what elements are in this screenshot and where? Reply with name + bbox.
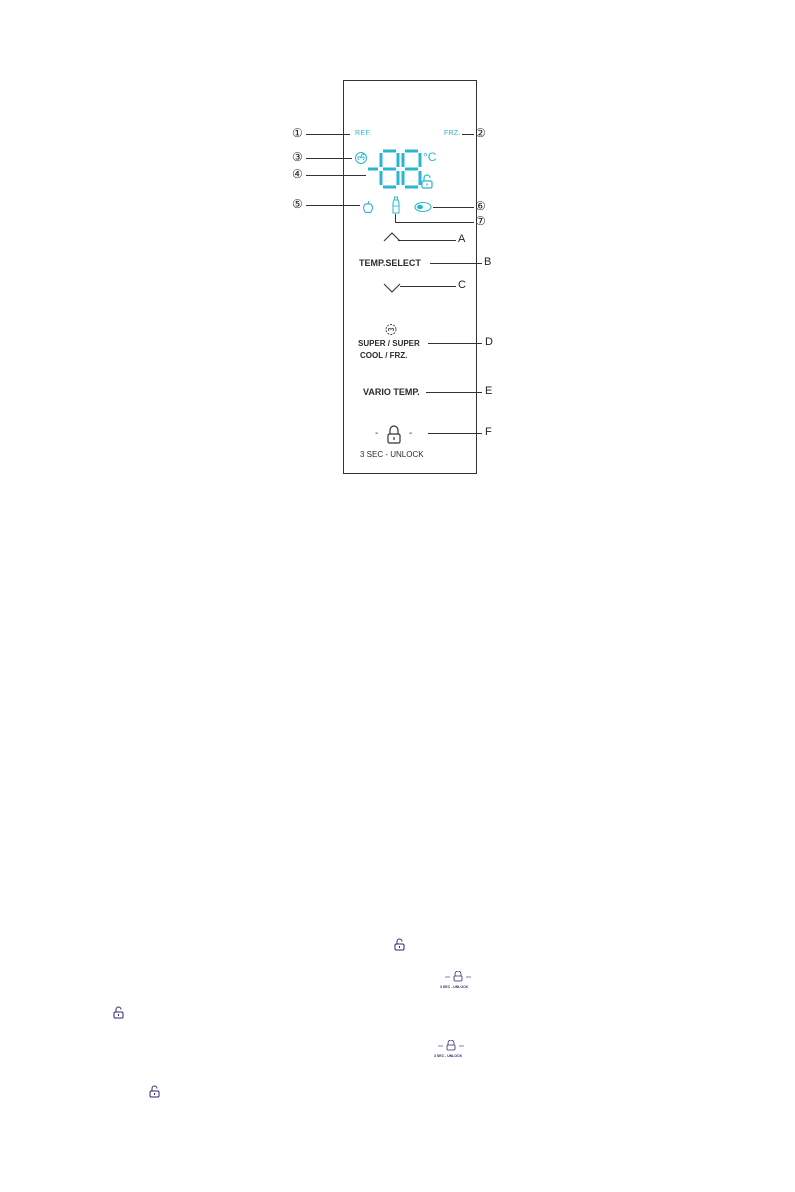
callout-4: ④ [292, 167, 303, 181]
callout-2: ② [475, 126, 486, 140]
leader-6 [433, 207, 474, 208]
lock-dash-right: - [409, 428, 413, 439]
chevron-down-icon [383, 283, 401, 293]
callout-F: F [485, 426, 492, 438]
lock-open-icon [394, 938, 405, 951]
leader-D [428, 343, 482, 344]
super-button-line2[interactable]: COOL / FRZ. [360, 351, 408, 360]
fruit-icon [362, 200, 374, 214]
super-button-line1[interactable]: SUPER / SUPER [358, 339, 420, 348]
frz-label: FRZ. [444, 130, 461, 137]
unlock-badge-2-label: 3 SEC - UNLOCK [434, 1054, 463, 1058]
lock-dash-left: - [375, 428, 379, 439]
temp-down-button[interactable] [383, 283, 401, 293]
padlock-icon[interactable] [386, 425, 402, 445]
leader-7 [395, 222, 474, 223]
leader-F [428, 433, 482, 434]
leader-2 [462, 134, 474, 135]
callout-C: C [458, 279, 466, 291]
leader-7-vertical [395, 214, 396, 222]
callout-5: ⑤ [292, 197, 303, 211]
callout-1: ① [292, 126, 303, 140]
celsius-unit: °C [423, 150, 437, 164]
super-mode-icon [384, 323, 398, 336]
callout-7: ⑦ [475, 214, 486, 228]
bottle-icon [392, 196, 400, 214]
meat-icon [414, 201, 432, 213]
leader-C [400, 286, 456, 287]
callout-E: E [485, 385, 493, 397]
unlock-label: 3 SEC - UNLOCK [360, 450, 424, 459]
leader-B [430, 263, 482, 264]
callout-3: ③ [292, 150, 303, 164]
callout-6: ⑥ [475, 199, 486, 213]
leader-A [398, 240, 456, 241]
control-panel [343, 80, 477, 474]
callout-A: A [458, 233, 466, 245]
leader-E [426, 392, 482, 393]
unlock-badge-1 [441, 971, 475, 985]
lock-open-icon [113, 1006, 124, 1019]
leader-1 [306, 134, 350, 135]
leader-4 [306, 175, 366, 176]
unlock-badge-1-label: 3 SEC - UNLOCK [440, 985, 469, 989]
unlock-badge-2 [434, 1040, 468, 1054]
callout-B: B [484, 256, 492, 268]
lock-open-icon [421, 174, 433, 189]
leader-5 [306, 205, 360, 206]
callout-D: D [485, 336, 493, 348]
lock-open-icon [149, 1085, 160, 1098]
vario-temp-button[interactable]: VARIO TEMP. [363, 387, 420, 397]
temperature-display [366, 148, 426, 195]
leader-3 [306, 158, 352, 159]
temp-select-button[interactable]: TEMP.SELECT [359, 258, 421, 268]
ref-label: REF. [355, 130, 372, 137]
